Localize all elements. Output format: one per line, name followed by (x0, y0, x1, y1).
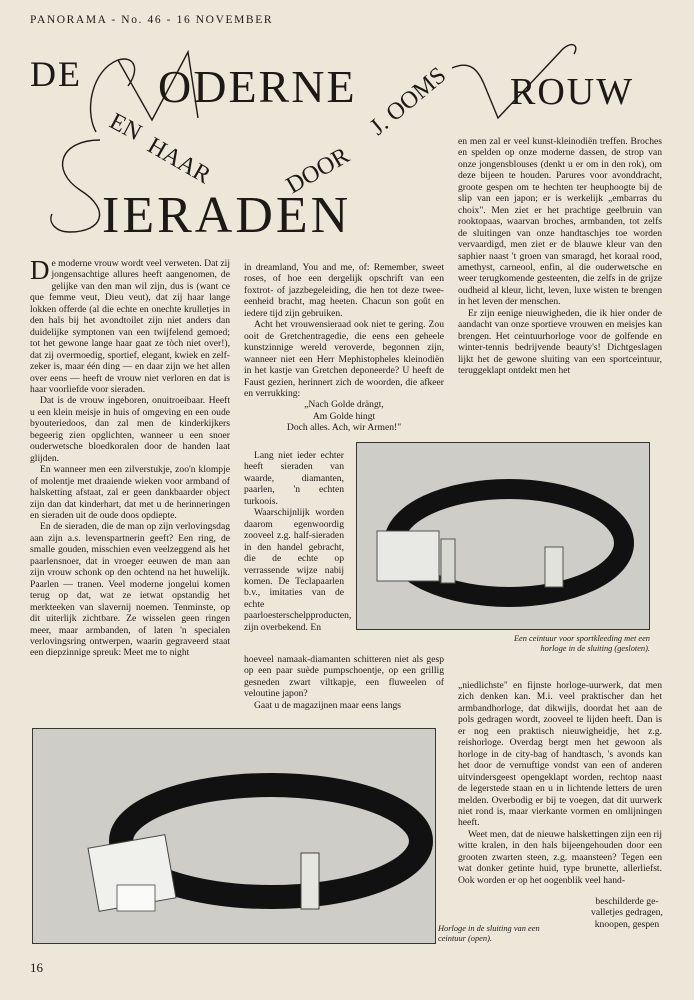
dropcap: D (30, 255, 50, 285)
para-13: „niedlichste" en fijnste horloge-uurwerk, dat men zich denken kan. M.i. veel praktischer dan het armbandhorloge, dat dikwijls, doordat het aan de pols gedragen wordt, zooveel te lijden heeft. Dan is er nog een praktisch nieuwigheidje, het z.g. reishorloge. Overdag bergt men het gewoon als horloge in de city-bag of handtasch, 's avonds kan het door de vernuftige vondst van een of anderen uitvindersgeest opengeklapt worden, rechtop naast de legerstede staan en u in lichtende letters de uren melden. Overbodig er bij te voegen, dat dit uurwerk niet rond is, maar vierkante vormen en omlijningen heeft. (458, 680, 662, 829)
photo-belt-closed (356, 442, 650, 630)
belt-open-image (33, 729, 435, 943)
page-number: 16 (30, 960, 43, 975)
para-5: in dreamland, You and me, of: Remember, sweet roses, of hoe een dergelijk opschrift van een foxtrot- of jazzbegeleiding, die hen tot deze twee-eenheid bracht, mag heeten. Chacun son goût en iedere tijd zijn gebruiken. (244, 262, 444, 319)
belt-closed-image (357, 443, 649, 629)
para-7: Lang niet ieder echter heeft sieraden van waarde, diamanten, paarlen, 'n echten turkoois. (244, 450, 344, 507)
quote-line-2: Am Golde hingt (312, 410, 376, 422)
para-12: Er zijn eenige nieuwigheden, die ik hier onder de aandacht van onze sportieve vrouwen en meisjes kan brengen. Het ceintuurhorloge voor de golfende en winter-tennis bedrijvende beauty's! Dichtgeslagen lijkt het de gewone sluiting van een sportceintuur, teruggeklapt ontdekt men het (458, 307, 662, 377)
column-3-tail (590, 896, 664, 930)
tail-line-2: valletjes gedragen, (591, 907, 663, 919)
column-3-bottom (458, 680, 662, 886)
para-9: hoeveel namaak-diamanten schitteren niet als gesp op een paar suède pumpschoentje, op een grillig gesneden zwart viltkapje, een fluweelen of veloutine japon? (244, 654, 444, 700)
quote-line-3: Doch alles. Ach, wir Armen!" (286, 422, 402, 434)
para-1: De moderne vrouw wordt veel verweten. Dat zij jongensachtige allures heeft aangenomen, de gelijke van den man wil zijn, dus is (want ce que femme veut, Dieu veut), dat zij haar lange lokken offerde (al die echte en onechte krulletjes in den hals bij het avondtoilet zijn niet anders dan duidelijke symptonen van een twijfelend gemoed; tot het gewone lange haar gaat ze tòch niet over!), dat zij overmoedig, sportief, elegant, kwiek en zelf-zeker is, maar één ding — en daar zijn we het allen over eens — heeft de vrouw niet verloren en dat is haar voorliefde voor sieraden. (30, 255, 230, 395)
column-2-narrow (244, 450, 352, 633)
title-author: J. OOMS (365, 62, 452, 141)
title-moderne: ODERNE (158, 61, 357, 112)
title-sieraden: IERADEN (102, 187, 352, 244)
title-haar: HAAR (143, 132, 215, 190)
para-4: En de sieraden, die de man op zijn verlovingsdag aan zijn a.s. levenspartnerin geeft? Een ring, de smalle gouden, misschien even veelzeggend als het paarlensnoer, dat in vroeger eeuwen de man aan zijn vrouw schonk op den ochtend na het huwelijk. Paarlen — tranen. Veel moderne jongelui komen terug op dat, wat ze ietwat opstandig het merkteeken van slavernij noemen. Tenminste, op dit uiterlijk zichtbare. Ze wisselen geen ringen meer, maar armbanden, of laten 'n specialen verlovingsring ontwerpen, waarin gegraveerd staat een diepzinnige spreuk: Meet me to night (30, 521, 230, 659)
para-11: en men zal er veel kunst-kleinodiën treffen. Broches en spelden op onze moderne dassen, de strop van onze jongensblouses (denkt u er om in den rok), om deze bijeen te houden. Parures voor avonddracht, groote gespen om te hechten ter heuphoogte bij de slip van een japon; er is werkelijk „embarras du choix". Men ziet er het prachtige geelbruin van rooktopaas, waarvan broches, armbanden, tot zelfs de sluitingen van onze handtaschjes toe worden vervaardigd, men ziet er de blauwe kleur van den saphier naast 't groen van smaragd, het koraal rood, amethyst, carneool, enfin, al die ouderwetsche en weer terugkomende gesteenten, die zelfs in de grijze oudheid al kleur, licht, leven, luxe wisten te brengen in het leven der menschen. (458, 136, 662, 308)
quote-line-1: „Nach Golde drängt, (304, 399, 384, 411)
para-10: Gaat u de magazijnen maar eens langs (254, 699, 402, 711)
running-header: PANORAMA - No. 46 - 16 NOVEMBER (30, 14, 274, 26)
para-3: En wanneer men een zilverstukje, zoo'n klompje of molentje met draaiende wieken voor armband of halsketting afstaat, zal er geen dankbaarder object zijn dan dat kinderhart, dat met u de herinneringen en sieraden uit de oude doos opdiepte. (30, 464, 230, 521)
photo-belt-open (32, 728, 436, 944)
column-2-tail (244, 654, 444, 711)
caption-photo-2: Horloge in de sluiting van een ceintuur (open). (438, 924, 540, 943)
para-2: Dat is de vrouw ingeboren, onuitroeibaar. Heeft u een klein meisje in huis of omgeving en een oude byouteriedoos, dan zal men de kinderkijkers begeerig zien opglichten, wanneer u een snoer ouderwetsche bloedkoralen door de handen laat glijden. (30, 395, 230, 464)
caption-photo-1: Een ceintuur voor sportkleeding met een horloge in de sluiting (gesloten). (513, 634, 650, 653)
column-1 (30, 255, 230, 659)
tail-line-3: knoopen, gespen (594, 918, 660, 930)
title-door: DOOR (282, 142, 354, 200)
para-6: Acht het vrouwensieraad ook niet te gering. Zou ooit de Gretchentragedie, die eens een geheele kunstzinnige wereld veroverde, begonnen zijn, wanneer niet een Herr Mephistopheles kleinodiën in het kastje van Gretchen deponeerde? U heeft de Faust gezien, herinnert zich de woorden, die afkeer en verrukking: (244, 319, 444, 399)
title-en: EN (105, 108, 146, 147)
title-rouw: ROUW (510, 71, 635, 113)
column-2 (244, 262, 444, 434)
title-s-flourish (51, 140, 100, 232)
tail-line-1: beschilderde ge- (595, 896, 659, 907)
para-8: Waarschijnlijk worden daarom egenwoordig zooveel z.g. half-sieraden in den handel gebracht, die de echte op verrassende wijze nabij komen. De Teclapaarlen b.v., imitaties van de echte paarloesterschelpproducten, zijn overbekend. En (244, 507, 352, 633)
column-3 (458, 136, 662, 377)
para-14: Weet men, dat de nieuwe halskettingen zijn een rij witte kralen, in den hals bijeengehouden door een grooten zwarten steen, z.g. maansteen? Tegen een wat donker getinte huid, type brunette, allerliefst. Ook worden er op het oogenblik veel hand- (458, 828, 662, 886)
title-de: DE (30, 54, 82, 94)
